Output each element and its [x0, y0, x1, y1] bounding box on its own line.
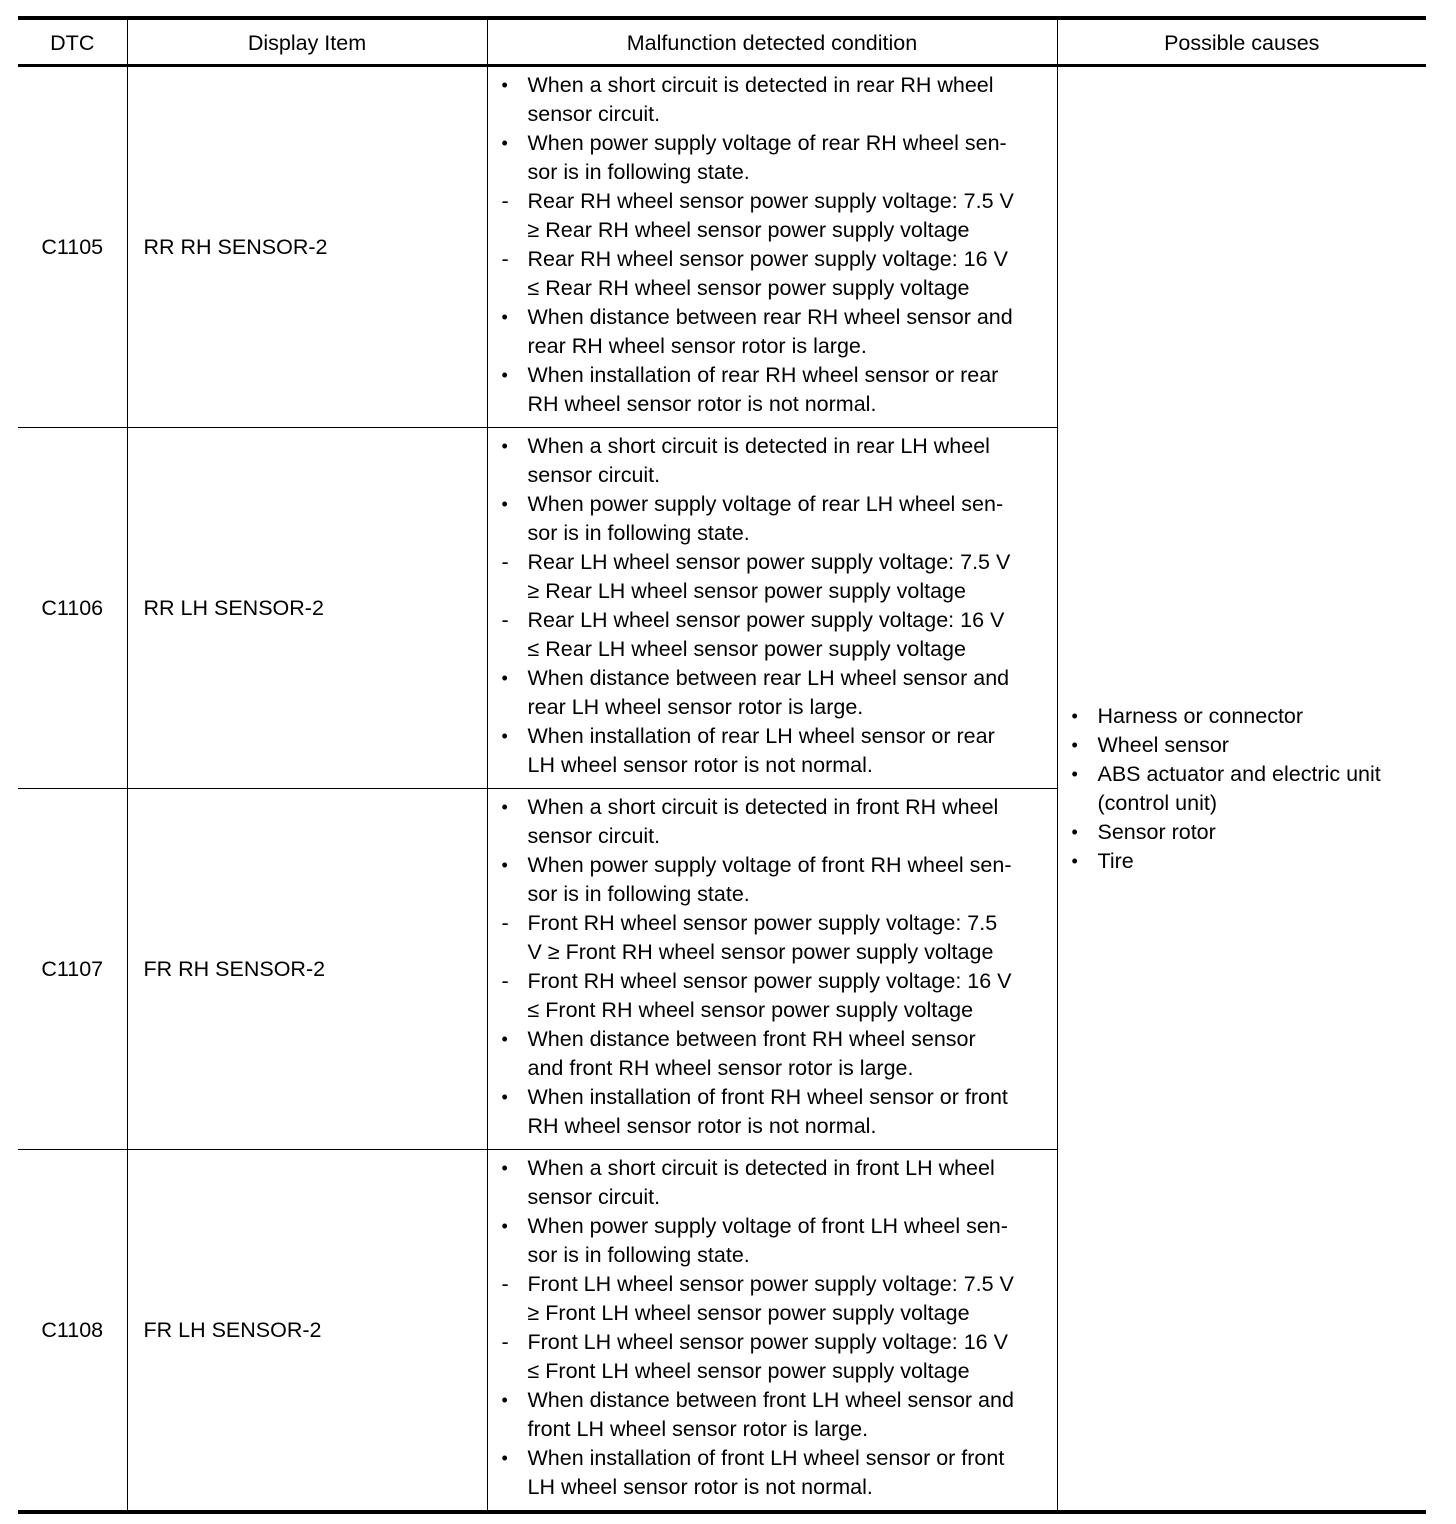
- condition-item: [502, 1444, 1047, 1502]
- bullet-marker: •: [501, 1029, 508, 1049]
- dash-marker: -: [501, 969, 509, 993]
- condition-item: [502, 490, 1047, 548]
- text-line: ≤ Rear LH wheel sensor power supply voltage: [527, 637, 966, 661]
- text-line: When power supply voltage of front LH wheel sen-: [527, 1214, 1008, 1238]
- text-line: When installation of front LH wheel sensor or front: [527, 1446, 1005, 1470]
- text-line: When a short circuit is detected in rear RH wheel: [527, 73, 994, 97]
- condition-item: [502, 664, 1047, 722]
- condition-item: [502, 793, 1047, 851]
- display-item: RR RH SENSOR-2: [127, 66, 487, 428]
- dash-marker: -: [501, 911, 509, 935]
- dash-marker: -: [501, 608, 509, 632]
- item-text: [528, 1270, 1047, 1328]
- item-text: [1098, 818, 1421, 847]
- text-line: When a short circuit is detected in rear LH wheel: [527, 434, 990, 458]
- condition-item: [502, 548, 1047, 606]
- text-line: When power supply voltage of rear LH wheel sen-: [527, 492, 1004, 516]
- text-line: sensor circuit.: [527, 102, 661, 126]
- item-text: [1098, 731, 1421, 760]
- condition-item: [502, 1270, 1047, 1328]
- bullet-marker: •: [501, 668, 508, 688]
- item-text: [528, 1386, 1047, 1444]
- item-text: [528, 1444, 1047, 1502]
- bullet-marker: •: [1071, 850, 1078, 871]
- item-text: [528, 664, 1047, 722]
- text-line: sor is in following state.: [527, 160, 750, 184]
- condition-item: [502, 361, 1047, 419]
- condition-item: [502, 1083, 1047, 1141]
- header-condition: Malfunction detected condition: [487, 18, 1057, 66]
- text-line: ≥ Front LH wheel sensor power supply voltage: [527, 1301, 970, 1325]
- text-line: RH wheel sensor rotor is not normal.: [527, 392, 877, 416]
- item-text: [528, 490, 1047, 548]
- condition-item: [502, 1212, 1047, 1270]
- header-row: [18, 18, 1426, 66]
- condition-item: [502, 71, 1047, 129]
- text-line: Harness or connector: [1097, 703, 1304, 728]
- condition-item: [502, 129, 1047, 187]
- text-line: LH wheel sensor rotor is not normal.: [527, 753, 873, 777]
- condition-item: [502, 606, 1047, 664]
- text-line: When power supply voltage of rear RH wheel sen-: [527, 131, 1007, 155]
- condition-item: [502, 187, 1047, 245]
- text-line: Front RH wheel sensor power supply voltage: 7.5: [527, 911, 998, 935]
- item-text: [528, 303, 1047, 361]
- display-item: FR RH SENSOR-2: [127, 789, 487, 1150]
- text-line: When a short circuit is detected in front LH wheel: [527, 1156, 995, 1180]
- item-text: [528, 187, 1047, 245]
- text-line: sensor circuit.: [527, 824, 661, 848]
- dash-marker: -: [501, 1330, 509, 1354]
- item-text: [528, 1025, 1047, 1083]
- dtc-code: C1107: [18, 789, 127, 1150]
- cause-item: [1072, 818, 1421, 847]
- header-dtc: DTC: [18, 18, 127, 66]
- possible-causes-cell: [1057, 66, 1426, 1513]
- item-text: [528, 722, 1047, 780]
- item-text: [528, 548, 1047, 606]
- text-line: When distance between front RH wheel sensor: [527, 1027, 976, 1051]
- text-line: ≥ Rear RH wheel sensor power supply voltage: [527, 218, 970, 242]
- text-line: Wheel sensor: [1097, 732, 1229, 757]
- text-line: Rear RH wheel sensor power supply voltage: 16 V: [527, 247, 1008, 271]
- text-line: When power supply voltage of front RH wheel sen-: [527, 853, 1012, 877]
- dash-marker: -: [501, 550, 509, 574]
- bullet-marker: •: [501, 855, 508, 875]
- cause-item: [1072, 702, 1421, 731]
- text-line: When a short circuit is detected in front RH wheel: [527, 795, 999, 819]
- dash-marker: -: [501, 247, 509, 271]
- text-line: Front LH wheel sensor power supply voltage: 16 V: [527, 1330, 1008, 1354]
- condition-item: [502, 1025, 1047, 1083]
- text-line: sensor circuit.: [527, 463, 661, 487]
- item-text: [528, 1328, 1047, 1386]
- dtc-code: C1108: [18, 1150, 127, 1513]
- bullet-marker: •: [501, 494, 508, 514]
- text-line: rear LH wheel sensor rotor is large.: [527, 695, 864, 719]
- condition-item: [502, 722, 1047, 780]
- cause-item: [1072, 760, 1421, 818]
- text-line: Sensor rotor: [1097, 819, 1216, 844]
- text-line: When distance between rear LH wheel sensor and: [527, 666, 1010, 690]
- header-display-item: Display Item: [127, 18, 487, 66]
- condition-item: [502, 909, 1047, 967]
- text-line: (control unit): [1097, 790, 1217, 815]
- bullet-marker: •: [501, 726, 508, 746]
- condition-cell: [487, 428, 1057, 789]
- text-line: RH wheel sensor rotor is not normal.: [527, 1114, 877, 1138]
- text-line: rear RH wheel sensor rotor is large.: [527, 334, 867, 358]
- text-line: Tire: [1097, 848, 1134, 873]
- text-line: When distance between rear RH wheel sensor and: [527, 305, 1013, 329]
- condition-item: [502, 303, 1047, 361]
- condition-cell: [487, 789, 1057, 1150]
- text-line: Front RH wheel sensor power supply voltage: 16 V: [527, 969, 1012, 993]
- item-text: [1098, 847, 1421, 876]
- dash-marker: -: [501, 189, 509, 213]
- condition-item: [502, 1328, 1047, 1386]
- text-line: V ≥ Front RH wheel sensor power supply voltage: [527, 940, 994, 964]
- text-line: sor is in following state.: [527, 882, 750, 906]
- text-line: sor is in following state.: [527, 1243, 750, 1267]
- display-item: RR LH SENSOR-2: [127, 428, 487, 789]
- text-line: ABS actuator and electric unit: [1097, 761, 1381, 786]
- item-text: [528, 361, 1047, 419]
- bullet-marker: •: [1071, 763, 1078, 784]
- item-text: [528, 967, 1047, 1025]
- item-text: [528, 1154, 1047, 1212]
- header-causes: Possible causes: [1057, 18, 1426, 66]
- bullet-marker: •: [501, 1158, 508, 1178]
- text-line: ≤ Front RH wheel sensor power supply voltage: [527, 998, 974, 1022]
- text-line: When installation of rear RH wheel sensor or rear: [527, 363, 999, 387]
- item-text: [528, 245, 1047, 303]
- dtc-code: C1106: [18, 428, 127, 789]
- text-line: sor is in following state.: [527, 521, 750, 545]
- condition-item: [502, 967, 1047, 1025]
- bullet-marker: •: [1071, 734, 1078, 755]
- text-line: Rear LH wheel sensor power supply voltage: 7.5 V: [527, 550, 1011, 574]
- item-text: [528, 909, 1047, 967]
- text-line: Rear RH wheel sensor power supply voltage: 7.5 V: [527, 189, 1014, 213]
- cause-item: [1072, 847, 1421, 876]
- text-line: When installation of rear LH wheel sensor or rear: [527, 724, 995, 748]
- item-text: [528, 71, 1047, 129]
- dtc-code: C1105: [41, 234, 104, 259]
- bullet-marker: •: [1071, 705, 1078, 726]
- item-text: [528, 1083, 1047, 1141]
- text-line: sensor circuit.: [527, 1185, 661, 1209]
- bullet-marker: •: [501, 1390, 508, 1410]
- bullet-marker: •: [501, 1448, 508, 1468]
- condition-item: [502, 851, 1047, 909]
- bullet-marker: •: [501, 307, 508, 327]
- text-line: ≥ Rear LH wheel sensor power supply voltage: [527, 579, 966, 603]
- condition-item: [502, 245, 1047, 303]
- display-item: FR LH SENSOR-2: [127, 1150, 487, 1513]
- bullet-marker: •: [1071, 821, 1078, 842]
- item-text: [1098, 760, 1421, 818]
- bullet-marker: •: [501, 365, 508, 385]
- cause-item: [1072, 731, 1421, 760]
- item-text: [528, 432, 1047, 490]
- bullet-marker: •: [501, 797, 508, 817]
- condition-item: [502, 1154, 1047, 1212]
- text-line: ≤ Rear RH wheel sensor power supply voltage: [527, 276, 970, 300]
- condition-cell: [487, 1150, 1057, 1513]
- text-line: Rear LH wheel sensor power supply voltage: 16 V: [527, 608, 1005, 632]
- item-text: [528, 793, 1047, 851]
- bullet-marker: •: [501, 75, 508, 95]
- text-line: When distance between front LH wheel sensor and: [527, 1388, 1014, 1412]
- bullet-marker: •: [501, 1087, 508, 1107]
- condition-item: [502, 432, 1047, 490]
- bullet-marker: •: [501, 1216, 508, 1236]
- text-line: and front RH wheel sensor rotor is large.: [527, 1056, 914, 1080]
- dash-marker: -: [501, 1272, 509, 1296]
- table-body: [18, 66, 1426, 1513]
- text-line: LH wheel sensor rotor is not normal.: [527, 1475, 873, 1499]
- item-text: [528, 606, 1047, 664]
- table-row: [18, 66, 1426, 428]
- text-line: When installation of front RH wheel sensor or front: [527, 1085, 1008, 1109]
- item-text: [528, 129, 1047, 187]
- bullet-marker: •: [501, 436, 508, 456]
- condition-item: [502, 1386, 1047, 1444]
- dtc-table: [18, 16, 1426, 1514]
- item-text: [528, 1212, 1047, 1270]
- text-line: ≤ Front LH wheel sensor power supply voltage: [527, 1359, 970, 1383]
- text-line: front LH wheel sensor rotor is large.: [527, 1417, 869, 1441]
- bullet-marker: •: [501, 133, 508, 153]
- text-line: Front LH wheel sensor power supply voltage: 7.5 V: [527, 1272, 1014, 1296]
- item-text: [528, 851, 1047, 909]
- condition-cell: [487, 66, 1057, 428]
- item-text: [1098, 702, 1421, 731]
